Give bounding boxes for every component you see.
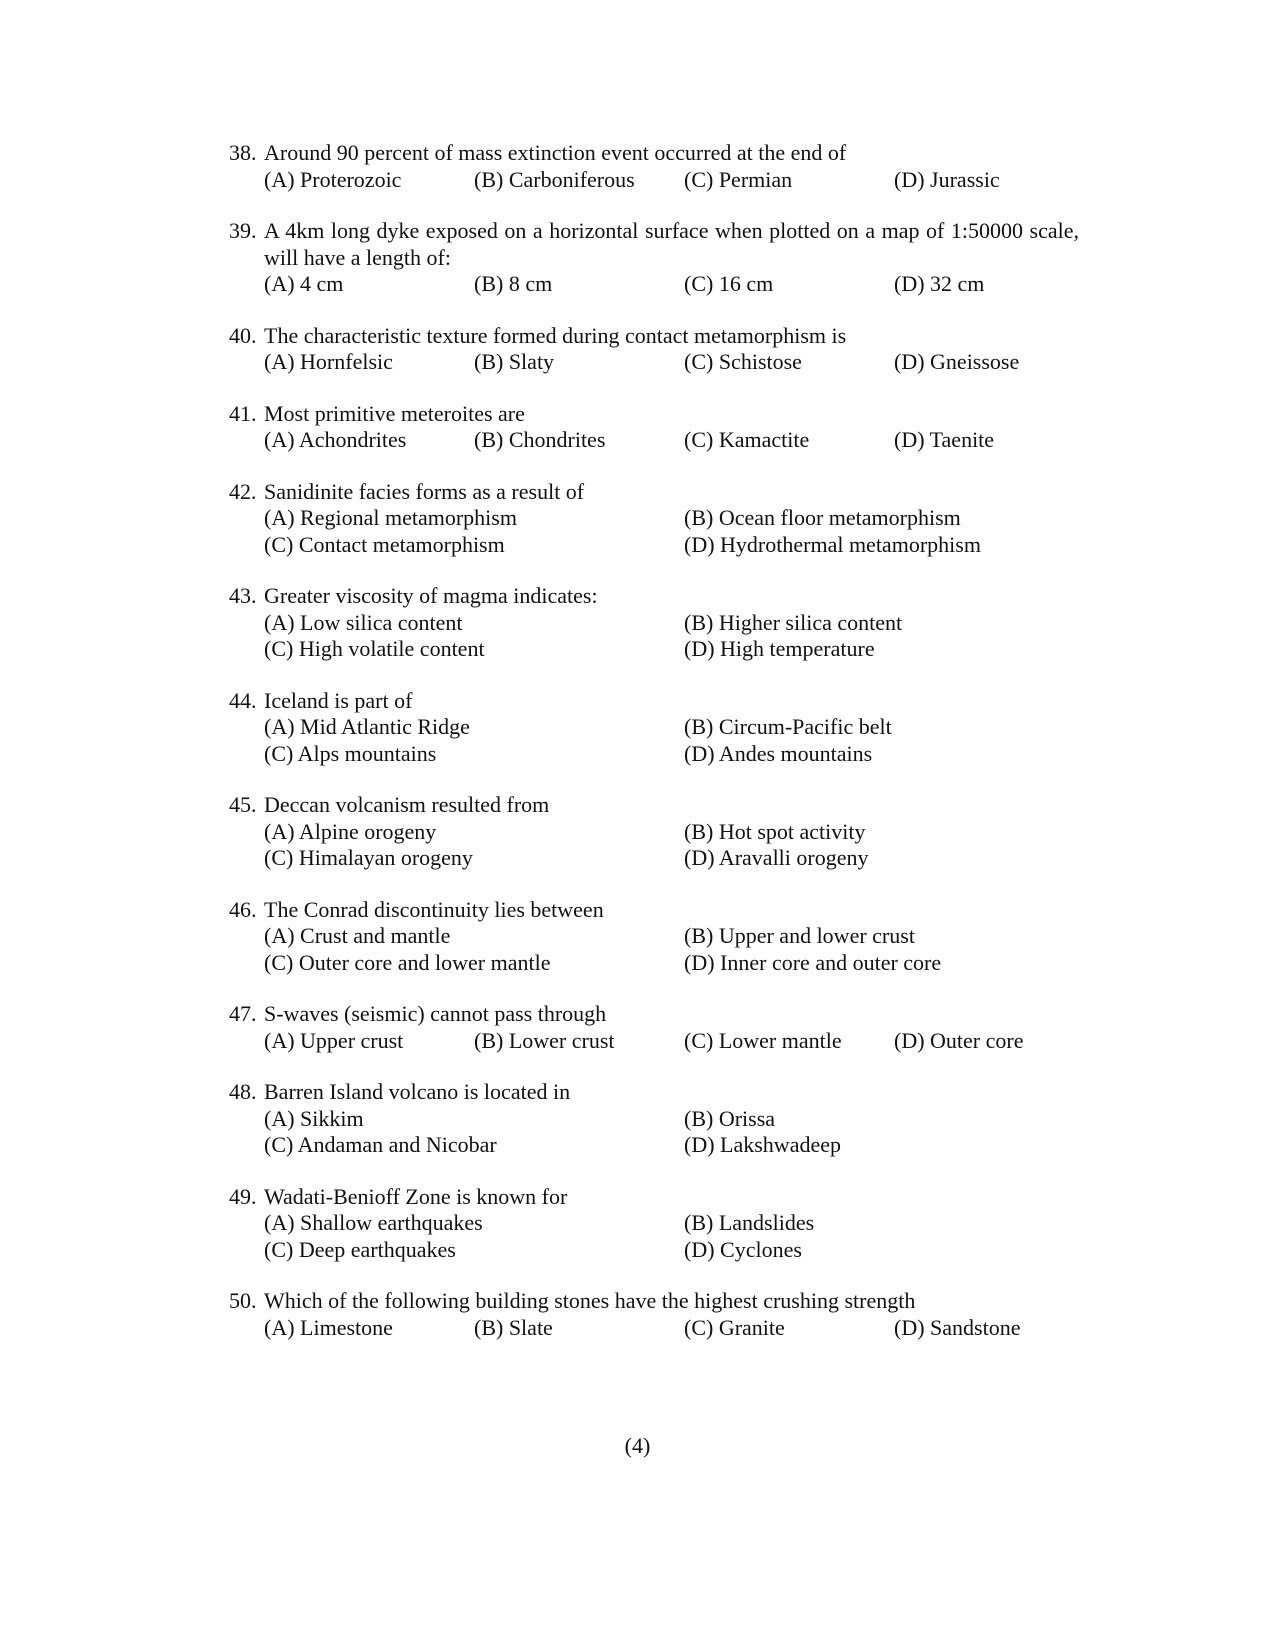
question-number: 48.	[229, 1079, 257, 1104]
question-46	[229, 897, 1079, 977]
option-b: (B) Ocean floor metamorphism	[684, 505, 961, 530]
question-text: The Conrad discontinuity lies between	[264, 896, 604, 922]
option-c: (C) Himalayan orogeny	[264, 845, 473, 870]
question-41	[229, 401, 1079, 454]
option-a: (A) Mid Atlantic Ridge	[264, 714, 470, 739]
page-number: (4)	[624, 1433, 651, 1458]
option-c: (C) Kamactite	[684, 427, 810, 452]
option-c: (C) Contact metamorphism	[264, 531, 505, 557]
option-a: (A) 4 cm	[264, 271, 344, 296]
option-a: (A) Hornfelsic	[264, 349, 393, 374]
option-c: (C) Granite	[684, 1314, 785, 1340]
option-d: (D) Taenite	[894, 427, 995, 452]
option-a: (A) Upper crust	[264, 1027, 404, 1053]
option-a: (A) Regional metamorphism	[264, 505, 517, 530]
question-text: Which of the following building stones have the highest crushing strength	[264, 1288, 916, 1313]
option-a: (A) Limestone	[264, 1314, 393, 1340]
option-d: (D) Jurassic	[894, 166, 1000, 192]
question-text: Wadati-Benioff Zone is known for	[264, 1183, 568, 1209]
question-text: Greater viscosity of magma indicates:	[264, 583, 598, 608]
question-number: 44.	[229, 687, 257, 713]
question-number: 38.	[229, 140, 257, 165]
option-a: (A) Sikkim	[264, 1105, 364, 1131]
question-number: 43.	[229, 583, 257, 608]
question-42	[229, 479, 1079, 559]
question-text: A 4km long dyke exposed on a horizontal surface when plotted on a map of 1:50000 scale, will have a length of:	[264, 218, 1079, 270]
option-b: (B) 8 cm	[474, 271, 553, 296]
option-d: (D) Sandstone	[894, 1314, 1021, 1340]
question-number: 47.	[229, 1001, 257, 1026]
question-number: 45.	[229, 792, 257, 817]
question-number: 39.	[229, 218, 257, 243]
option-b: (B) Carboniferous	[474, 166, 635, 192]
option-c: (C) Deep earthquakes	[264, 1236, 456, 1262]
option-b: (B) Landslides	[684, 1210, 815, 1235]
option-a: (A) Crust and mantle	[264, 923, 451, 948]
question-49	[229, 1184, 1079, 1264]
option-c: (C) Permian	[684, 166, 793, 192]
question-text: Deccan volcanism resulted from	[264, 792, 550, 817]
question-text: Around 90 percent of mass extinction event occurred at the end of	[264, 140, 847, 165]
option-d: (D) Outer core	[894, 1027, 1024, 1053]
question-38	[229, 140, 1079, 193]
question-list	[229, 140, 1079, 1366]
option-b: (B) Slaty	[474, 349, 555, 374]
option-c: (C) Alps mountains	[264, 740, 437, 766]
question-number: 40.	[229, 322, 257, 348]
option-a: (A) Proterozoic	[264, 166, 402, 192]
question-48	[229, 1079, 1079, 1159]
question-text: Barren Island volcano is located in	[264, 1079, 571, 1104]
option-d: (D) Inner core and outer core	[684, 949, 942, 975]
option-b: (B) Chondrites	[474, 427, 606, 452]
option-d: (D) Cyclones	[684, 1236, 802, 1262]
question-number: 42.	[229, 478, 257, 504]
question-number: 49.	[229, 1183, 257, 1209]
option-d: (D) Andes mountains	[684, 740, 873, 766]
question-40	[229, 323, 1079, 376]
option-c: (C) High volatile content	[264, 636, 485, 661]
option-a: (A) Alpine orogeny	[264, 818, 437, 844]
option-d: (D) Aravalli orogeny	[684, 845, 869, 870]
option-c: (C) Lower mantle	[684, 1027, 842, 1053]
question-47	[229, 1001, 1079, 1054]
option-c: (C) Schistose	[684, 349, 802, 374]
question-45	[229, 792, 1079, 872]
question-43	[229, 583, 1079, 663]
option-d: (D) Gneissose	[894, 349, 1020, 374]
option-d: (D) 32 cm	[894, 271, 985, 296]
question-44	[229, 688, 1079, 768]
question-number: 46.	[229, 896, 257, 922]
option-b: (B) Slate	[474, 1314, 553, 1340]
option-d: (D) Hydrothermal metamorphism	[684, 531, 981, 557]
option-b: (B) Orissa	[684, 1105, 776, 1131]
question-50	[229, 1288, 1079, 1341]
option-d: (D) Lakshwadeep	[684, 1132, 841, 1157]
question-39	[229, 218, 1079, 298]
question-text: The characteristic texture formed during contact metamorphism is	[264, 322, 847, 348]
option-c: (C) Outer core and lower mantle	[264, 949, 551, 975]
question-number: 41.	[229, 400, 257, 426]
question-text: Most primitive meteroites are	[264, 400, 525, 426]
option-a: (A) Low silica content	[264, 609, 463, 635]
option-b: (B) Lower crust	[474, 1027, 615, 1053]
question-text: Iceland is part of	[264, 687, 413, 713]
option-b: (B) Circum-Pacific belt	[684, 714, 892, 739]
option-a: (A) Shallow earthquakes	[264, 1210, 483, 1235]
question-number: 50.	[229, 1288, 257, 1313]
option-c: (C) Andaman and Nicobar	[264, 1132, 497, 1157]
option-b: (B) Upper and lower crust	[684, 923, 915, 948]
question-text: Sanidinite facies forms as a result of	[264, 478, 585, 504]
option-d: (D) High temperature	[684, 636, 875, 661]
question-text: S-waves (seismic) cannot pass through	[264, 1001, 607, 1026]
option-c: (C) 16 cm	[684, 271, 774, 296]
option-a: (A) Achondrites	[264, 427, 407, 452]
option-b: (B) Hot spot activity	[684, 818, 866, 844]
option-b: (B) Higher silica content	[684, 609, 903, 635]
